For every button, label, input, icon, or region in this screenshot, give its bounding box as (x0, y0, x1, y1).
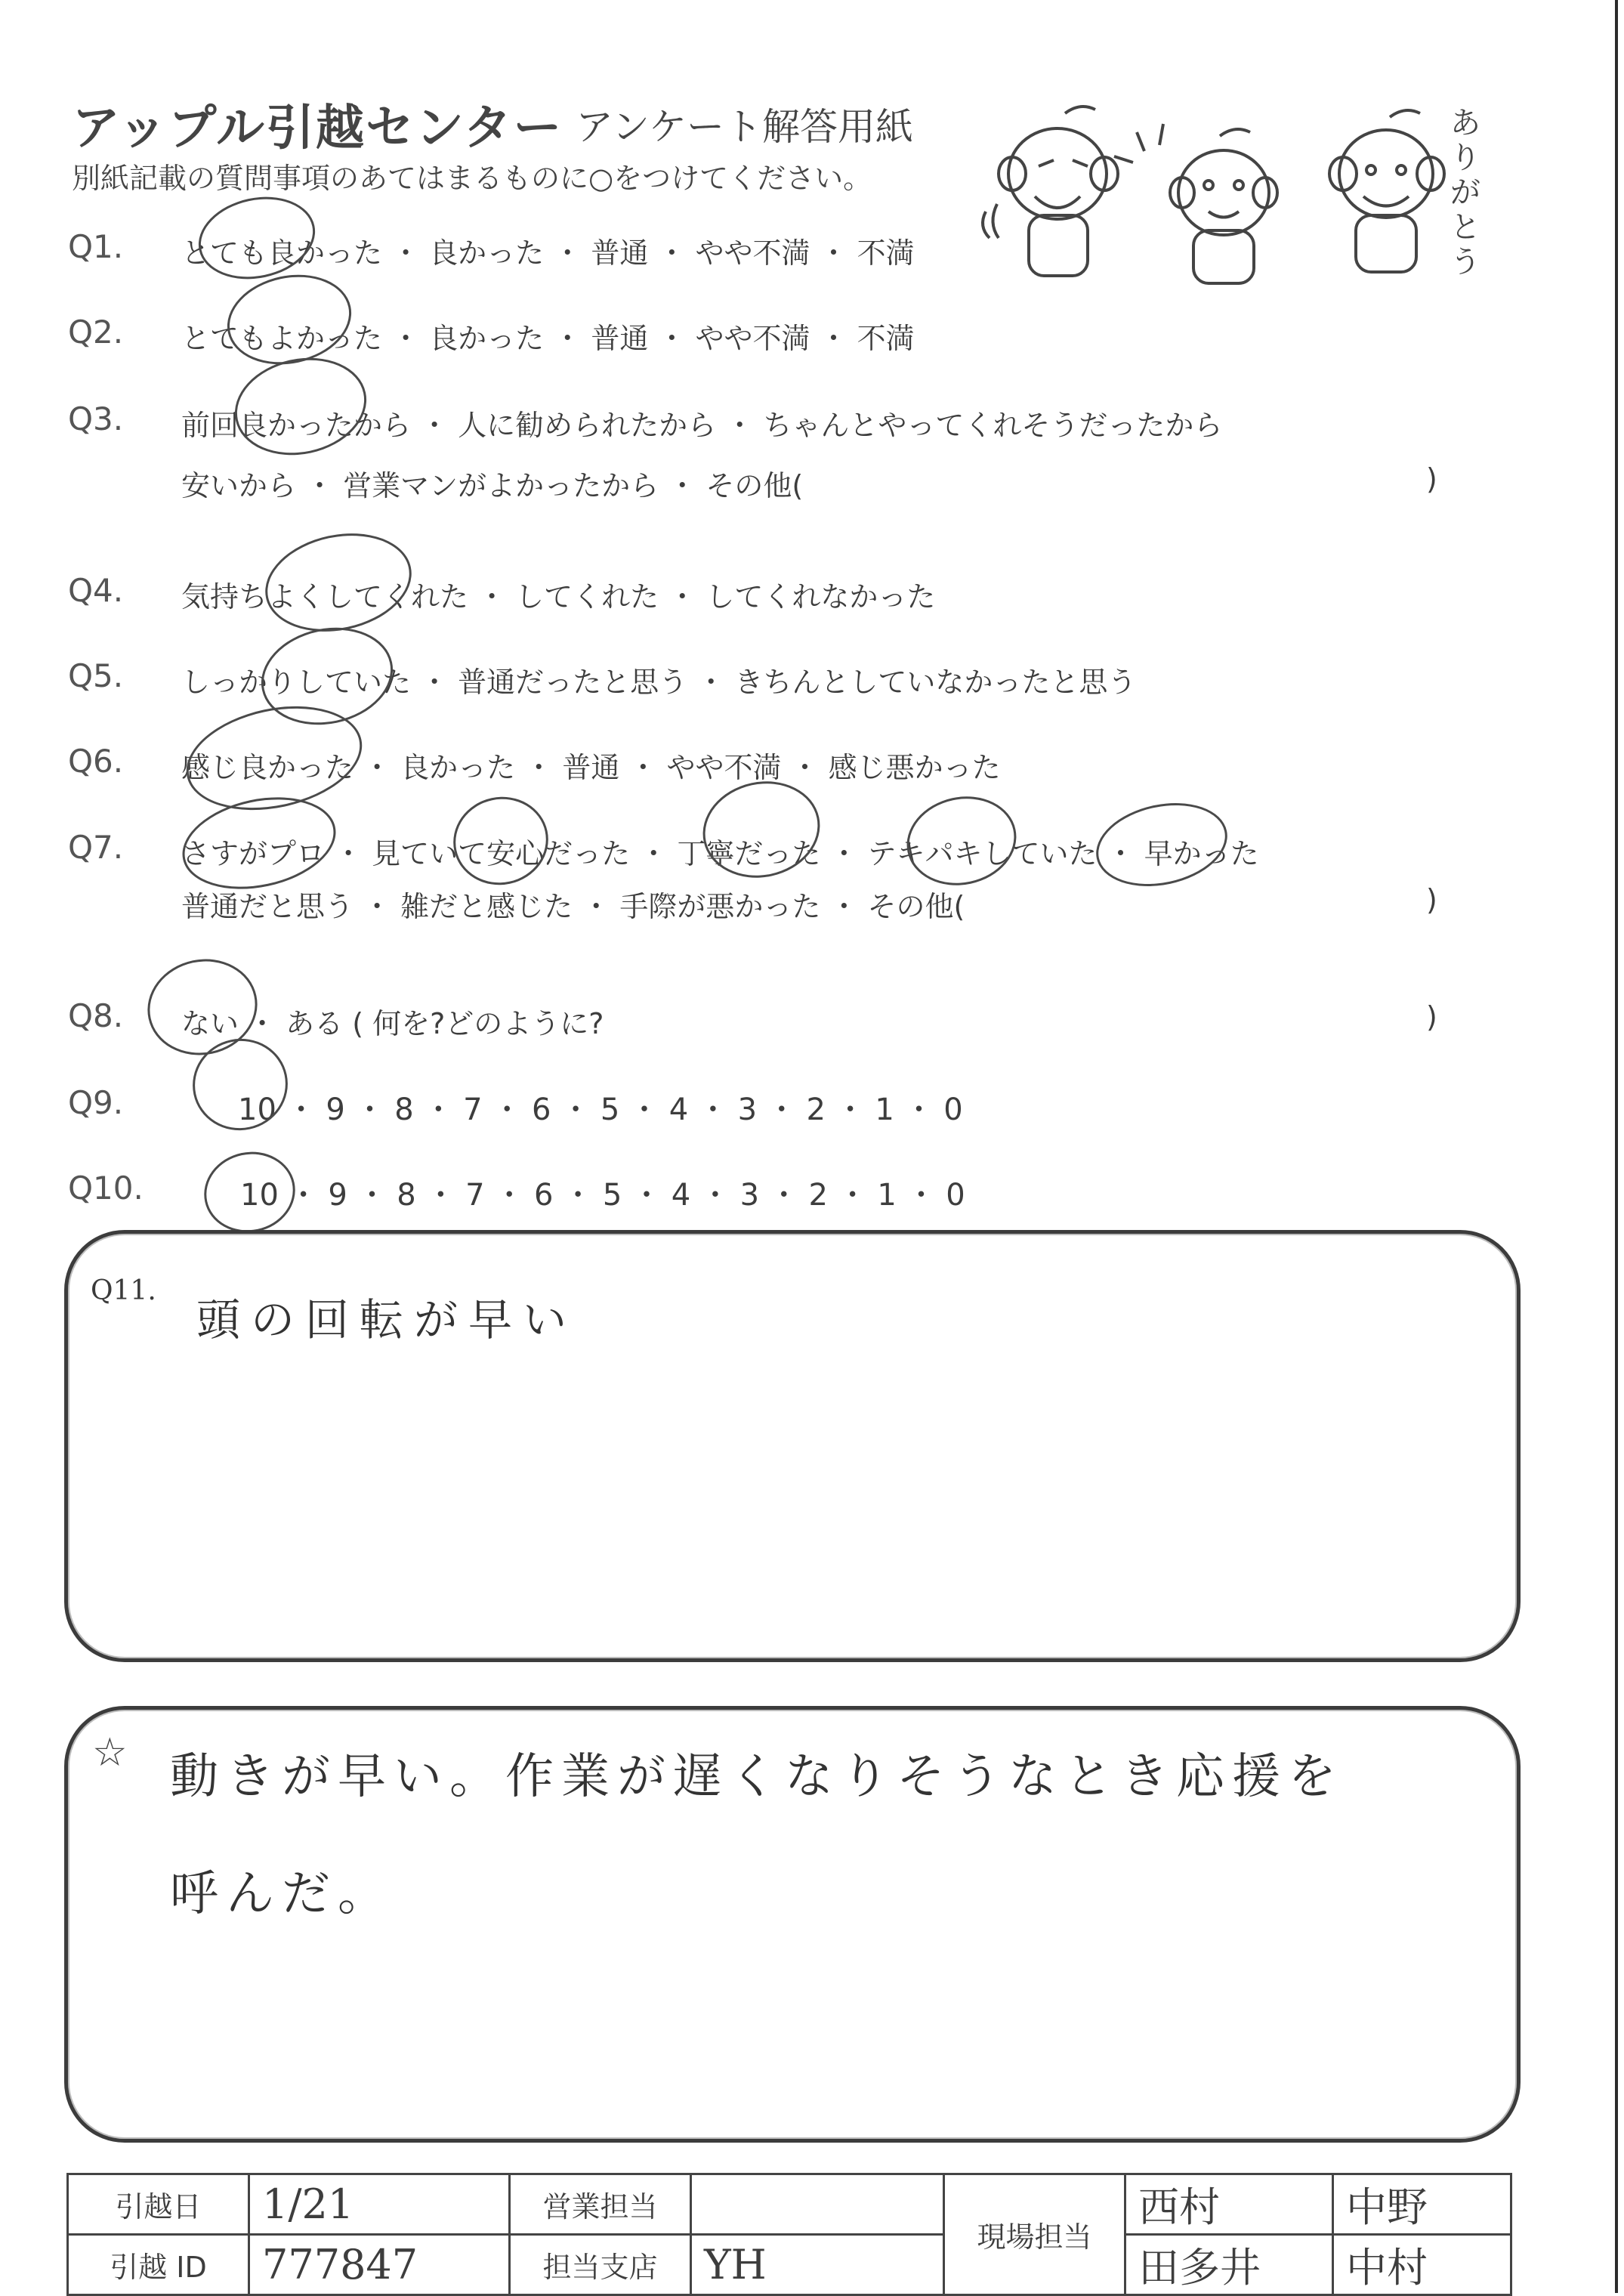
q10-answer-circle (196, 1144, 302, 1241)
q7-options-line2: 普通だと思う ・ 雑だと感じた ・ 手際が悪かった ・ その他( (181, 890, 965, 923)
q8-paren-close: ) (1426, 1000, 1437, 1034)
q8-options: ない ・ ある ( 何を?どのように? (181, 1007, 604, 1040)
q3-options-line2: 安いから ・ 営業マンがよかったから ・ その他( (181, 469, 804, 502)
q5-options: しっかりしていた ・ 普通だったと思う ・ きちんとしていなかったと思う (181, 666, 1137, 699)
q3-answer-circle (226, 346, 375, 467)
q7-label: Q7. (68, 829, 124, 866)
q1-label: Q1. (68, 228, 124, 265)
thanks-vertical-text: ありがとう (1450, 106, 1480, 280)
q7-answer-circle-5 (1088, 792, 1235, 898)
move-date-value: 1/21 (249, 2174, 510, 2235)
q6-label: Q6. (68, 743, 124, 780)
q3-label: Q3. (68, 400, 124, 437)
site-staff-1: 西村 (1125, 2174, 1333, 2235)
q3-paren-close: ) (1426, 462, 1437, 496)
move-id-label: 引越 ID (68, 2235, 249, 2295)
q7-answer-circle-4 (899, 786, 1025, 895)
star-mark: ☆ (92, 1730, 128, 1775)
monkey-mascots-illustration (974, 91, 1503, 302)
q7-answer-circle-2 (445, 788, 556, 894)
q5-label: Q5. (68, 657, 124, 694)
site-staff-3: 田多井 (1125, 2235, 1333, 2295)
q2-options: とてもよかった ・ 良かった ・ 普通 ・ やや不満 ・ 不満 (181, 322, 915, 355)
comment-handwritten-line1: 動きが早い。作業が遅くなりそうなとき応援を (170, 1749, 1344, 1805)
move-date-label: 引越日 (68, 2174, 249, 2235)
comment-handwritten-line2: 呼んだ。 (170, 1866, 394, 1922)
q8-label: Q8. (68, 997, 124, 1034)
q2-answer-circle (219, 264, 360, 375)
q10-label: Q10. (68, 1170, 144, 1207)
q7-options-line1: さすがプロ ・ 見ていて安心だった ・ 丁寧だった ・ テキパキしていた ・ 早かった (181, 837, 1259, 870)
branch-value: YH (691, 2235, 944, 2295)
move-id-value: 777847 (249, 2235, 510, 2295)
company-title: アップル引越センター (72, 100, 563, 156)
site-staff-2: 中野 (1333, 2174, 1511, 2235)
sales-staff-value (691, 2174, 944, 2235)
q3-options-line1: 前回良かったから ・ 人に勧められたから ・ ちゃんとやってくれそうだったから (181, 409, 1223, 442)
q4-options: 気持ちよくしてくれた ・ してくれた ・ してくれなかった (181, 580, 936, 613)
q4-answer-circle (256, 521, 421, 644)
page-edge (1615, 0, 1618, 2293)
q6-options: 感じ良かった ・ 良かった ・ 普通 ・ やや不満 ・ 感じ悪かった (181, 751, 1001, 784)
q9-label: Q9. (68, 1084, 124, 1121)
q11-handwritten-answer: 頭の回転が早い (196, 1294, 578, 1346)
sales-staff-label: 営業担当 (510, 2174, 691, 2235)
site-staff-4: 中村 (1333, 2235, 1511, 2295)
q4-label: Q4. (68, 572, 124, 609)
q7-paren-close: ) (1426, 883, 1437, 916)
q2-label: Q2. (68, 314, 124, 351)
instruction-text: 別紙記載の質問事項のあてはまるものに○をつけてください。 (72, 162, 872, 195)
q10-scale: 10 ・ 9 ・ 8 ・ 7 ・ 6 ・ 5 ・ 4 ・ 3 ・ 2 ・ 1 ・ 0 (240, 1178, 965, 1213)
form-subtitle: アンケート解答用紙 (576, 105, 913, 149)
q11-label: Q11. (91, 1275, 156, 1306)
q1-answer-circle (191, 187, 323, 289)
staff-info-table (66, 2173, 1512, 2296)
site-staff-label: 現場担当 (944, 2174, 1125, 2295)
q1-options: とても良かった ・ 良かった ・ 普通 ・ やや不満 ・ 不満 (181, 236, 915, 270)
branch-label: 担当支店 (510, 2235, 691, 2295)
q9-scale: 10 ・ 9 ・ 8 ・ 7 ・ 6 ・ 5 ・ 4 ・ 3 ・ 2 ・ 1 ・ 0 (238, 1092, 963, 1127)
